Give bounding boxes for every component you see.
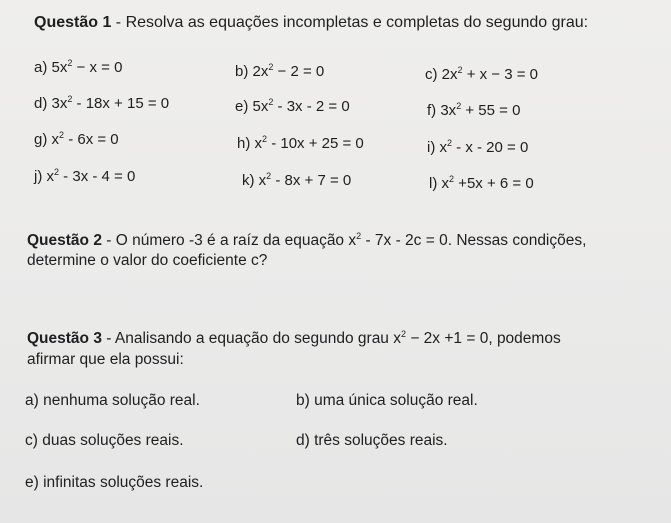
equation-l: l) $x^2 +5x + 6 = 0$ <box>429 174 534 192</box>
equation-k: k) $x^2 - 8x + 7 = 0$ <box>242 171 352 189</box>
option-c: c) duas soluções reais. <box>25 432 184 449</box>
question-1-text: - Resolva as equações incompletas e completas do segundo grau: <box>111 14 589 31</box>
option-e: e) infinitas soluções reais. <box>25 474 204 491</box>
question-2-line-2: determine o valor do coeficiente c? <box>27 252 268 269</box>
question-3-label: Questão 3 <box>27 330 102 347</box>
equation-d: d) $3x^2 - 18x + 15 = 0$ <box>34 94 170 112</box>
equation-f: f) $3x^2 + 55 = 0$ <box>427 101 521 119</box>
equation-j: j) $x^2 - 3x - 4 = 0$ <box>34 167 136 185</box>
question-2-line-1: Questão 2 - O número -3 é a raíz da equação $x^2 - 7x - 2c = 0$. Nessas condições, <box>27 231 587 249</box>
question-2-label: Questão 2 <box>27 232 102 249</box>
equation-i: i) $x^2 - x - 20 = 0$ <box>427 138 529 156</box>
equation-b: b) $2x^2 - 2 = 0$ <box>235 62 325 80</box>
question-1-label: Questão 1 <box>34 14 112 31</box>
equation-a: a) $5x^2 - x = 0$ <box>34 58 123 76</box>
question-3-line-2: afirmar que ela possui: <box>27 351 184 368</box>
equation-g: g) $x^2 - 6x = 0$ <box>34 130 119 148</box>
question-1-heading <box>34 14 588 32</box>
option-a: a) nenhuma solução real. <box>25 392 200 409</box>
option-d: d) três soluções reais. <box>296 432 448 449</box>
equation-c: c) $2x^2 + x - 3 = 0$ <box>425 65 538 83</box>
equation-h: h) $x^2 - 10x + 25 = 0$ <box>237 134 364 152</box>
question-3-line-1: Questão 3 - Analisando a equação do segundo grau $x^2 - 2x +1 = 0$, podemos <box>27 329 561 347</box>
equation-e: e) $5x^2 - 3x - 2 = 0$ <box>235 97 350 115</box>
option-b: b) uma única solução real. <box>296 392 478 409</box>
